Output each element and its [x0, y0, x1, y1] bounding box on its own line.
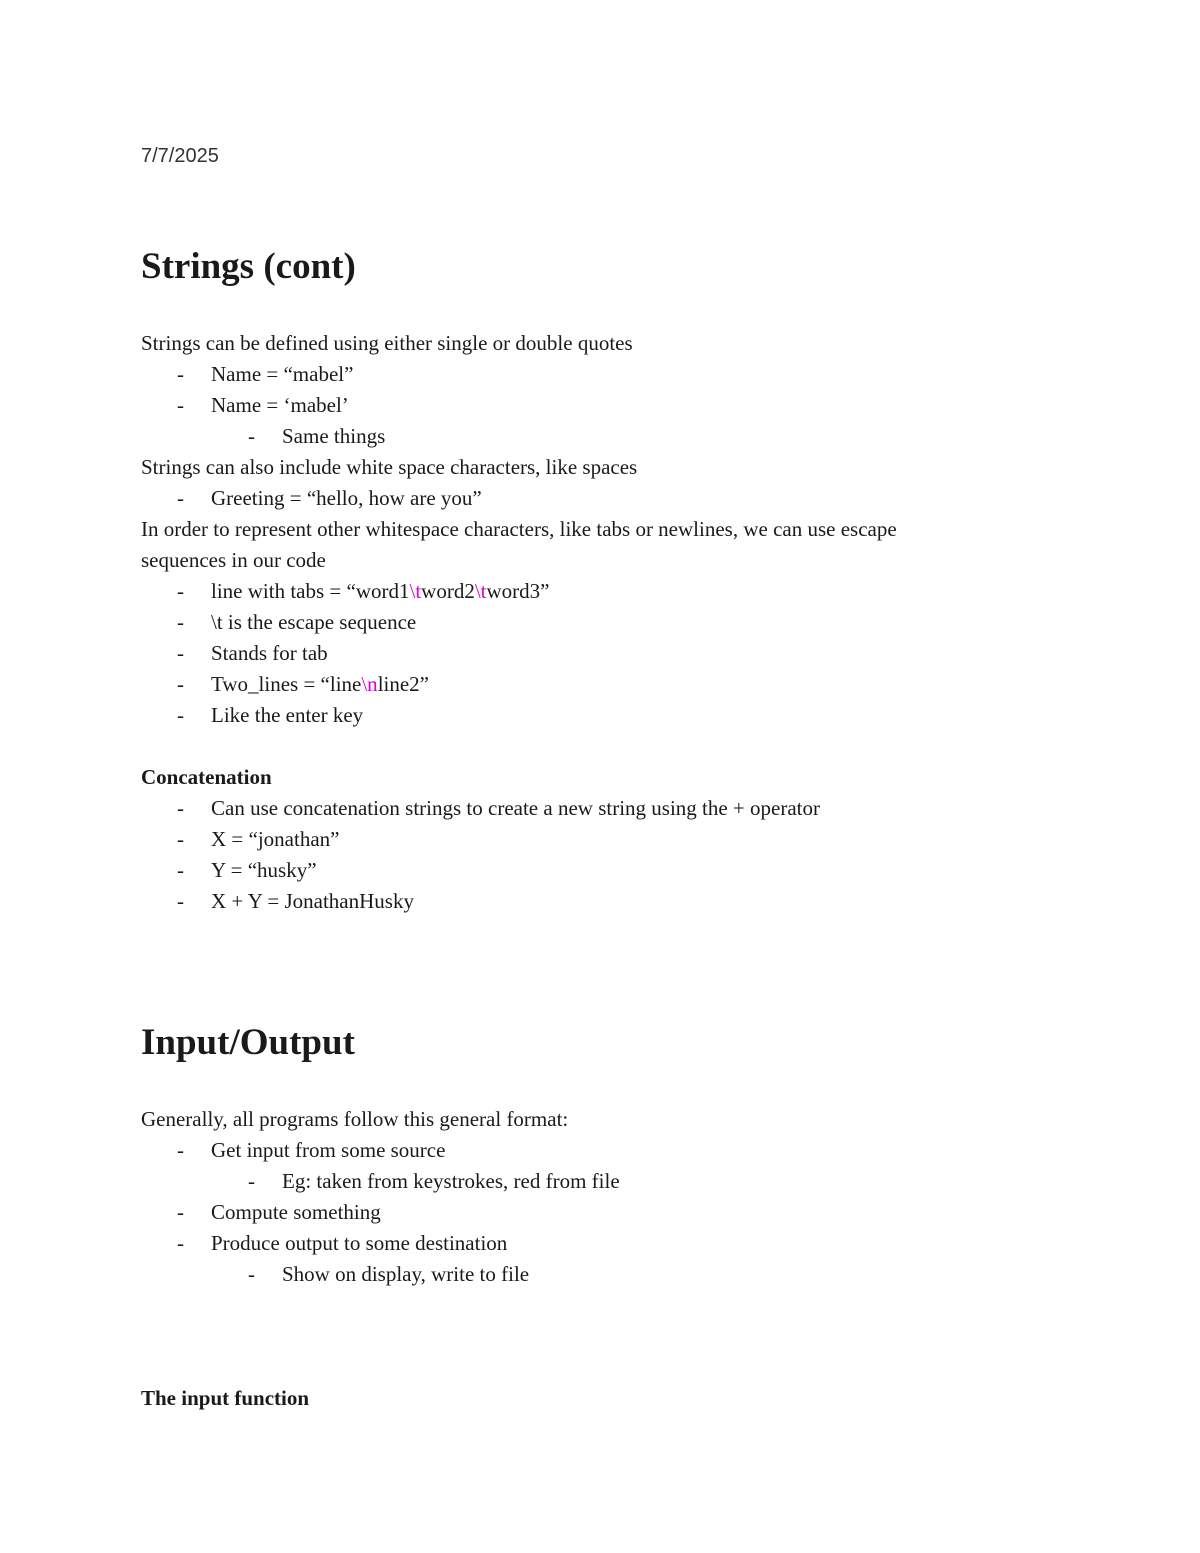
- bullet-dash: -: [177, 827, 184, 851]
- list-item: Stands for tab: [211, 641, 328, 665]
- bullet-dash: -: [177, 641, 184, 665]
- bullet-dash: -: [177, 579, 184, 603]
- subheading-concatenation: Concatenation: [141, 765, 272, 789]
- paragraph-quotes: Strings can be defined using either single or double quotes: [141, 331, 633, 355]
- paragraph-escape-line2: sequences in our code: [141, 548, 326, 572]
- bullet-dash: -: [248, 1169, 255, 1193]
- bullet-dash: -: [177, 610, 184, 634]
- bullet-dash: -: [177, 362, 184, 386]
- list-item: X + Y = JonathanHusky: [211, 889, 414, 913]
- list-item: Produce output to some destination: [211, 1231, 508, 1255]
- bullet-dash: -: [177, 796, 184, 820]
- bullet-dash: -: [177, 1231, 184, 1255]
- list-item-nested: Show on display, write to file: [282, 1262, 530, 1286]
- bullet-dash: -: [177, 889, 184, 913]
- bullet-dash: -: [177, 703, 184, 727]
- bullet-dash: -: [177, 672, 184, 696]
- subheading-input-function: The input function: [141, 1386, 310, 1410]
- list-item: Like the enter key: [211, 703, 364, 727]
- code-text: line2”: [377, 672, 429, 696]
- bullet-dash: -: [177, 486, 184, 510]
- heading-input-output: Input/Output: [141, 1022, 355, 1063]
- list-item: Name = “mabel”: [211, 362, 354, 386]
- escape-sequence: \t: [474, 579, 487, 603]
- bullet-dash: -: [248, 424, 255, 448]
- escape-sequence: \n: [361, 672, 378, 696]
- code-text: word3”: [486, 579, 550, 603]
- bullet-dash: -: [177, 1138, 184, 1162]
- code-text: Two_lines = “line: [211, 672, 362, 696]
- bullet-dash: -: [248, 1262, 255, 1286]
- bullet-dash: -: [177, 1200, 184, 1224]
- paragraph-escape-line1: In order to represent other whitespace characters, like tabs or newlines, we can use escape: [141, 517, 897, 541]
- list-item-two-lines: [211, 671, 429, 697]
- list-item-tabs: [211, 578, 549, 604]
- list-item: Can use concatenation strings to create a new string using the + operator: [211, 796, 820, 820]
- list-item: Y = “husky”: [211, 858, 317, 882]
- list-item: X = “jonathan”: [211, 827, 340, 851]
- list-item: Compute something: [211, 1200, 381, 1224]
- code-text: word2: [421, 579, 475, 603]
- list-item: Get input from some source: [211, 1138, 446, 1162]
- code-text: line with tabs = “word1: [211, 579, 410, 603]
- bullet-dash: -: [177, 393, 184, 417]
- escape-sequence: \t: [409, 579, 422, 603]
- heading-strings-cont: Strings (cont): [141, 246, 356, 287]
- list-item: \t is the escape sequence: [211, 610, 417, 634]
- list-item-nested: Eg: taken from keystrokes, red from file: [282, 1169, 620, 1193]
- date-text: 7/7/2025: [141, 145, 219, 167]
- paragraph-whitespace: Strings can also include white space characters, like spaces: [141, 455, 638, 479]
- bullet-dash: -: [177, 858, 184, 882]
- list-item: Greeting = “hello, how are you”: [211, 486, 482, 510]
- paragraph-general-format: Generally, all programs follow this general format:: [141, 1107, 569, 1131]
- list-item-nested: Same things: [282, 424, 386, 448]
- list-item: Name = ‘mabel’: [211, 393, 349, 417]
